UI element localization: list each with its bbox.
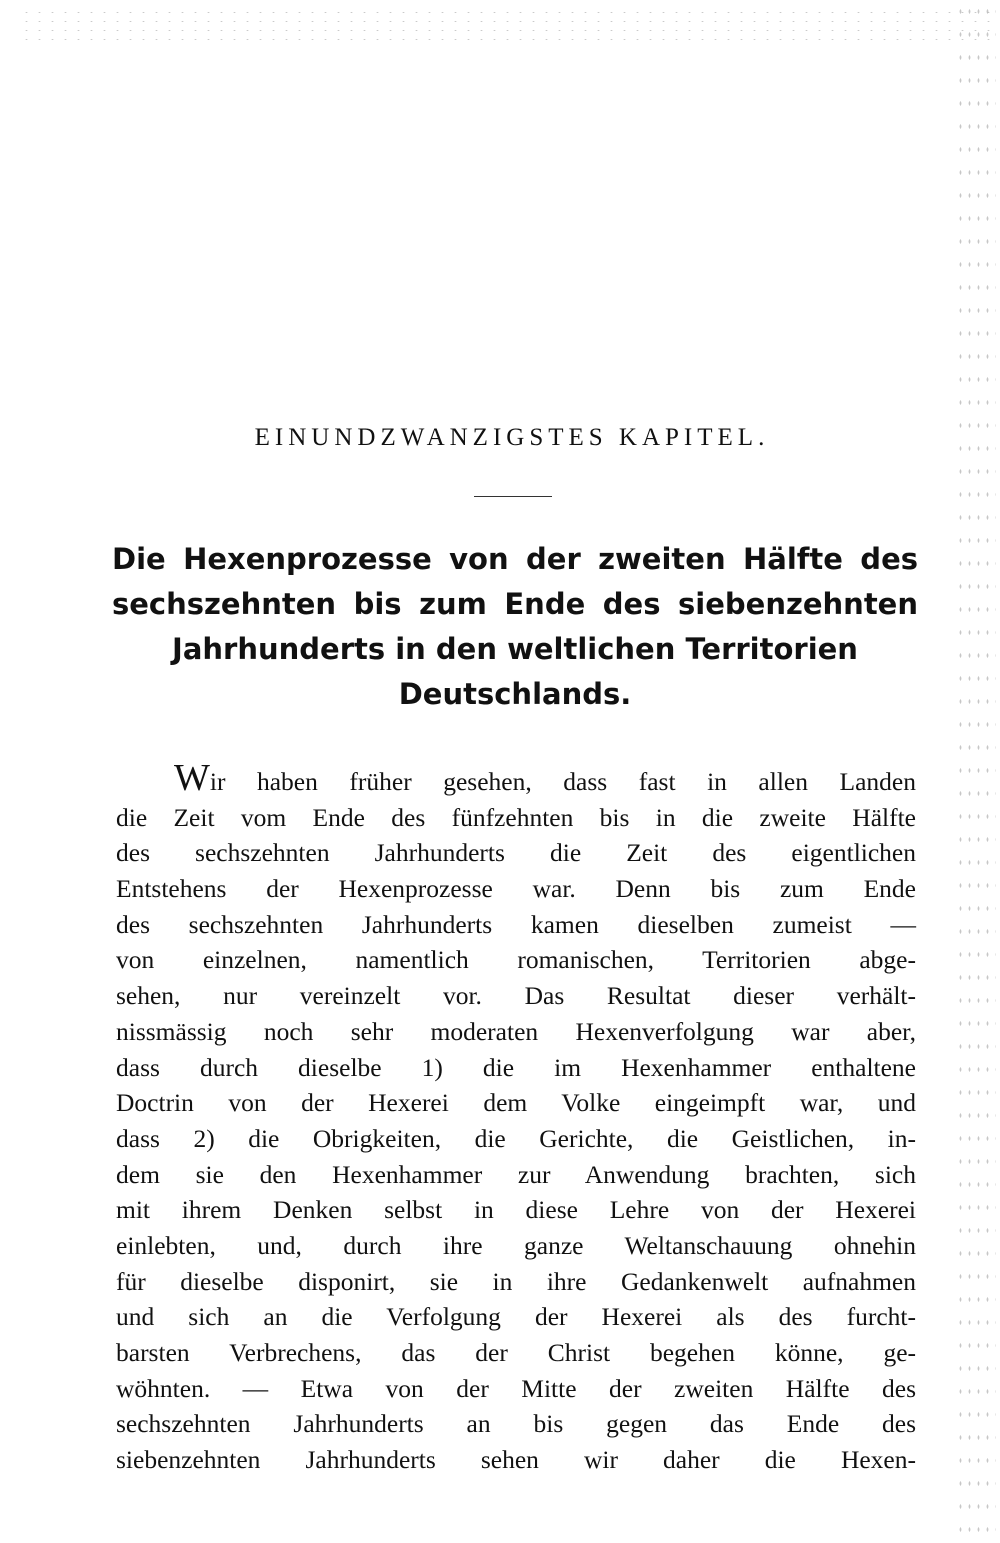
scan-noise-top	[20, 8, 990, 46]
body-line-3: des sechszehnten Jahrhunderts die Zeit des eigentlichen	[116, 838, 916, 868]
title-line-4: Deutschlands.	[398, 677, 632, 711]
body-line-20: siebenzehnten Jahrhunderts sehen wir daher die Hexen-	[116, 1445, 916, 1475]
body-line-13: mit ihrem Denken selbst in diese Lehre von der Hexerei	[116, 1195, 916, 1225]
body-paragraph	[116, 757, 916, 1478]
body-line-11: dass 2) die Obrigkeiten, die Gerichte, die Geistlichen, in-	[116, 1123, 916, 1153]
body-line-8: nissmässig noch sehr moderaten Hexenverfolgung war aber,	[116, 1016, 916, 1046]
heading-divider	[474, 496, 552, 497]
body-line-1	[116, 757, 916, 800]
body-line-9: dass durch dieselbe 1) die im Hexenhammer enthaltene	[116, 1052, 916, 1082]
body-line-2: die Zeit vom Ende des fünfzehnten bis in die zweite Hälfte	[116, 802, 916, 832]
title-line-2: sechszehnten bis zum Ende des siebenzehnten	[112, 587, 918, 621]
body-line-5: des sechszehnten Jahrhunderts kamen dieselben zumeist —	[116, 909, 916, 939]
scan-noise-right-edge	[956, 0, 996, 1543]
chapter-title	[112, 537, 918, 717]
body-line-7: sehen, nur vereinzelt vor. Das Resultat dieser verhält-	[116, 981, 916, 1011]
body-line-19: sechszehnten Jahrhunderts an bis gegen das Ende des	[116, 1409, 916, 1439]
body-line-16: und sich an die Verfolgung der Hexerei als des furcht-	[116, 1302, 916, 1332]
body-line-6: von einzelnen, namentlich romanischen, Territorien abge-	[116, 945, 916, 975]
body-line-4: Entstehens der Hexenprozesse war. Denn bis zum Ende	[116, 874, 916, 904]
title-line-1: Die Hexenprozesse von der zweiten Hälfte des	[112, 542, 918, 576]
body-line-10: Doctrin von der Hexerei dem Volke eingeimpft war, und	[116, 1088, 916, 1118]
initial-letter: W	[174, 757, 210, 799]
body-line-17: barsten Verbrechens, das der Christ begehen könne, ge-	[116, 1338, 916, 1367]
body-line-14: einlebten, und, durch ihre ganze Weltanschauung ohnehin	[116, 1230, 916, 1260]
body-line-15: für dieselbe disponirt, sie in ihre Gedankenwelt aufnahmen	[116, 1266, 916, 1296]
chapter-heading: EINUNDZWANZIGSTES KAPITEL.	[254, 424, 770, 451]
title-line-3: Jahrhunderts in den weltlichen Territorien	[172, 632, 858, 666]
body-line-18: wöhnten. — Etwa von der Mitte der zweiten Hälfte des	[116, 1373, 916, 1403]
body-line-12: dem sie den Hexenhammer zur Anwendung brachten, sich	[116, 1159, 916, 1189]
body-line-1-text: ir haben früher gesehen, dass fast in allen Landen	[209, 767, 916, 796]
